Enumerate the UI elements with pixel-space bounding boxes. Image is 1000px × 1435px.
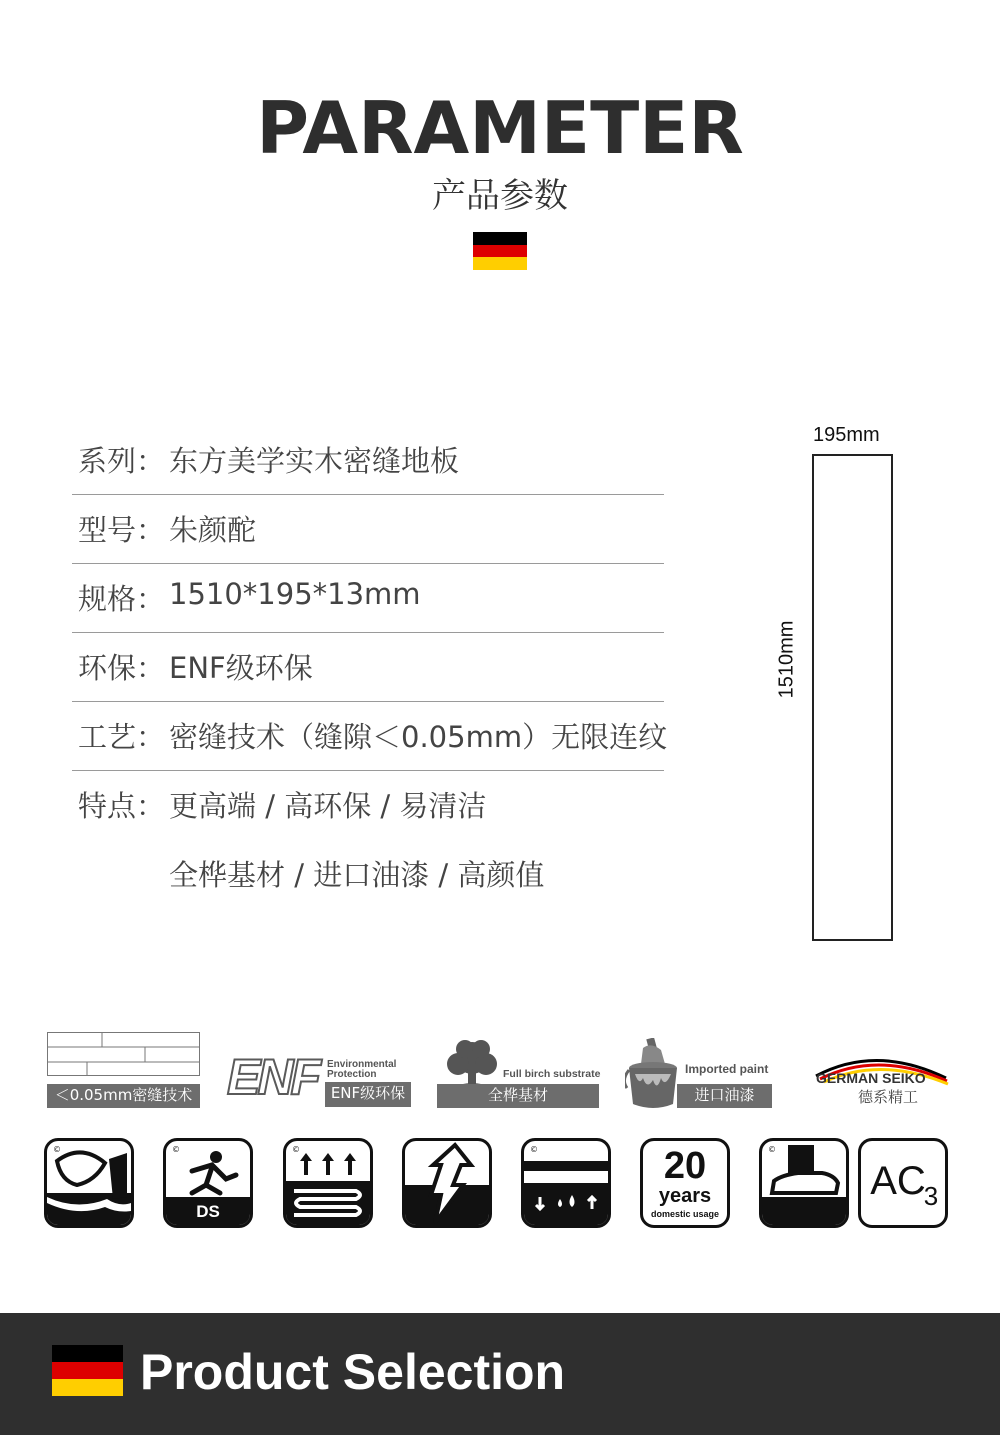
footer-title: Product Selection xyxy=(140,1344,566,1400)
param-key: 环保： xyxy=(78,651,166,685)
param-key: 特点： xyxy=(78,789,166,823)
param-key: 工艺： xyxy=(78,720,166,754)
ac3-rating-icon xyxy=(858,1138,948,1228)
enf-english-label: Environmental Protection xyxy=(327,1059,397,1080)
footer-bar xyxy=(0,1313,1000,1435)
svg-text:©: © xyxy=(292,1145,300,1154)
board-width-label: 195mm xyxy=(813,424,880,446)
paint-can-icon xyxy=(625,1038,683,1110)
years-number: 20 xyxy=(663,1145,707,1187)
svg-text:©: © xyxy=(530,1145,538,1154)
param-value: ENF级环保 xyxy=(169,651,313,685)
svg-text:©: © xyxy=(768,1145,776,1154)
page-subtitle: 产品参数 xyxy=(432,176,568,216)
param-key: 型号： xyxy=(78,513,166,547)
svg-text:©: © xyxy=(172,1145,180,1154)
enf-logo: ENF xyxy=(227,1049,318,1105)
performance-icons xyxy=(0,1138,1000,1230)
moisture-proof-icon xyxy=(521,1138,611,1228)
german-seiko-chinese: 德系精工 xyxy=(858,1088,919,1106)
param-value: 东方美学实木密缝地板 xyxy=(169,444,460,478)
birch-badge-label: 全桦基材 xyxy=(437,1084,599,1108)
gap-badge-label: ＜0.05mm密缝技术 xyxy=(47,1084,200,1108)
parameter-list xyxy=(72,426,668,909)
heating-icon xyxy=(283,1138,373,1228)
ac-label: AC xyxy=(870,1159,926,1203)
param-row-series xyxy=(72,426,664,495)
years-subtitle: domestic usage xyxy=(650,1209,720,1219)
anti-slip-icon xyxy=(163,1138,253,1228)
german-flag-icon xyxy=(52,1345,123,1396)
german-flag-icon xyxy=(473,232,527,270)
param-key: 系列： xyxy=(78,444,166,478)
wear-resistant-icon xyxy=(759,1138,849,1228)
paint-badge-label: 进口油漆 xyxy=(677,1084,772,1108)
param-row-model xyxy=(72,495,664,564)
feature-badges xyxy=(0,1030,1000,1110)
enf-badge-label: ENF级环保 xyxy=(325,1082,411,1107)
param-row-features-cont xyxy=(72,840,664,909)
param-row-features xyxy=(72,771,664,840)
german-seiko-badge xyxy=(806,1048,951,1110)
stain-resistant-icon xyxy=(44,1138,134,1228)
board-length-label: 1510mm xyxy=(775,620,798,699)
paint-english-label: Imported paint xyxy=(685,1062,769,1076)
param-value: 朱颜酡 xyxy=(169,513,257,547)
ds-label: DS xyxy=(196,1202,220,1221)
param-row-craft xyxy=(72,702,668,771)
paint-badge xyxy=(625,1038,773,1110)
param-value: 更高端 / 高环保 / 易清洁 xyxy=(169,789,487,823)
ac-grade: 3 xyxy=(923,1181,939,1211)
param-value: 1510*195*13mm xyxy=(169,577,421,611)
board-diagram xyxy=(812,454,893,941)
param-row-spec xyxy=(72,564,664,633)
german-seiko-english: GERMAN SEIKO xyxy=(816,1070,926,1086)
gap-badge xyxy=(47,1030,200,1110)
birch-badge xyxy=(437,1038,599,1110)
svg-text:©: © xyxy=(53,1145,61,1154)
plank-grid-icon xyxy=(47,1032,200,1076)
birch-english-label: Full birch substrate xyxy=(503,1068,601,1080)
param-row-eco xyxy=(72,633,664,702)
param-key: 规格： xyxy=(78,582,166,616)
warranty-20-years-icon xyxy=(640,1138,730,1228)
param-value: 密缝技术（缝隙＜0.05mm）无限连纹 xyxy=(169,720,668,754)
enf-badge xyxy=(225,1049,411,1108)
impact-resistant-icon xyxy=(402,1138,492,1228)
param-value: 全桦基材 / 进口油漆 / 高颜值 xyxy=(169,858,545,892)
years-word: years xyxy=(658,1185,712,1207)
page-title: PARAMETER xyxy=(256,86,744,170)
